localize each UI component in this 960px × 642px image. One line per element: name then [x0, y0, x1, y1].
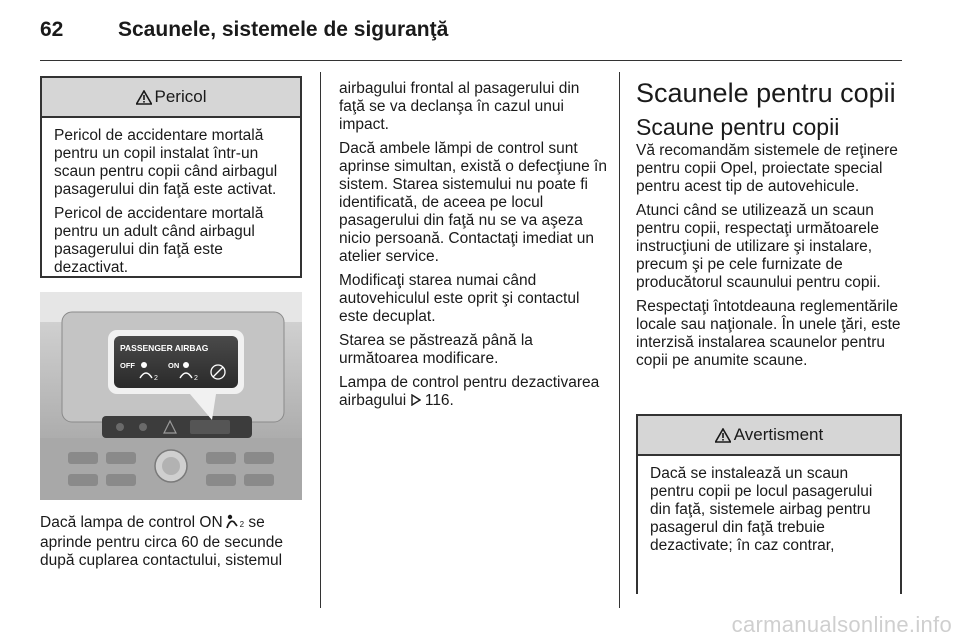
- body-paragraph: Modificaţi starea numai când autovehiculul este oprit şi contactul este decuplat.: [339, 272, 580, 325]
- page-header: [40, 18, 902, 60]
- body-paragraph: Vă recomandăm sistemele de reţinere pentru copii Opel, proiectate special pentru acest tip de autovehicule.: [636, 142, 898, 195]
- body-paragraph: airbagului frontal al pasagerului din faţă se va declanşa în cazul unui impact.: [339, 80, 580, 133]
- warning-box-avertisment: [636, 414, 902, 594]
- caption-text-end: se aprinde pentru circa 60 de secunde după cuplarea contactului, sistemul: [40, 514, 283, 569]
- warning-paragraph: Pericol de accidentare mortală pentru un adult când airbagul pasagerului din faţă este dezactivat.: [54, 205, 264, 276]
- caption-seat-index: 2: [239, 520, 245, 529]
- watermark: carmanualsonline.info: [731, 612, 952, 637]
- warning-title-bar: [638, 416, 900, 456]
- cross-reference[interactable]: [339, 374, 609, 411]
- middle-column: [339, 80, 609, 417]
- body-paragraph: Atunci când se utilizează un scaun pentru copii, respectaţi următoarele instrucţiuni de utilizare şi instalare, precum şi pe cele furnizate de producătorul scaunului pentru copii.: [636, 202, 881, 291]
- page-number: 62: [40, 18, 64, 41]
- panel-on-label: ON: [168, 361, 180, 370]
- warning-title-bar: [42, 78, 300, 118]
- page-reference-arrow-icon: [411, 393, 421, 411]
- caption-text-start: Dacă lampa de control ON: [40, 514, 223, 531]
- warning-body: [638, 456, 900, 555]
- column-divider-1: [320, 72, 321, 608]
- header-rule: [40, 60, 902, 61]
- column-divider-2: [619, 72, 620, 608]
- panel-off-seat-index: 2: [154, 375, 158, 382]
- photo-caption: [40, 514, 308, 576]
- subsection-title: Scaune pentru copii: [636, 114, 840, 140]
- panel-title: PASSENGER AIRBAG: [120, 343, 209, 353]
- passenger-airbag-on-icon: [225, 514, 240, 534]
- cross-reference-page: 116.: [424, 392, 454, 409]
- right-column: [636, 78, 904, 376]
- body-paragraph: Dacă ambele lămpi de control sunt aprinse simultan, există o defecţiune în sistem. Starea sistemului nu poate fi identificată, de aceea pe locul pasagerului din faţă nu se va aşeza nicio persoană. Contactaţi imediat un atelier service.: [339, 140, 607, 265]
- section-title: Scaunele pentru copii: [636, 78, 896, 108]
- warning-triangle-icon: [136, 89, 152, 105]
- body-paragraph: Starea se păstrează până la următoarea modificare.: [339, 332, 533, 367]
- warning-title: Avertisment: [733, 425, 824, 444]
- warning-body: [42, 118, 300, 277]
- panel-off-label: OFF: [120, 361, 135, 370]
- warning-paragraph: Dacă se instalează un scaun pentru copii pe locul pasagerului din faţă, sistemele airbag pentru pasagerul din faţă trebuie dezactivate; în caz contrar,: [650, 465, 873, 554]
- warning-title: Pericol: [154, 87, 207, 106]
- airbag-indicator-photo: [40, 292, 302, 500]
- body-paragraph: Respectaţi întotdeauna reglementările locale sau naţionale. În unele ţări, este interzisă instalarea scaunelor pentru copii pe anumite scaune.: [636, 298, 901, 369]
- panel-on-seat-index: 2: [194, 375, 198, 382]
- chapter-title: Scaunele, sistemele de siguranţă: [118, 18, 449, 41]
- warning-triangle-icon: [715, 427, 731, 443]
- cross-reference-text: Lampa de control pentru dezactivarea airbagului: [339, 374, 600, 409]
- warning-paragraph: Pericol de accidentare mortală pentru un copil instalat într-un scaun pentru copii când airbagul pasagerului din faţă este activat.: [54, 127, 278, 198]
- caption-paragraph: [40, 514, 308, 570]
- warning-box-pericol: [40, 76, 302, 278]
